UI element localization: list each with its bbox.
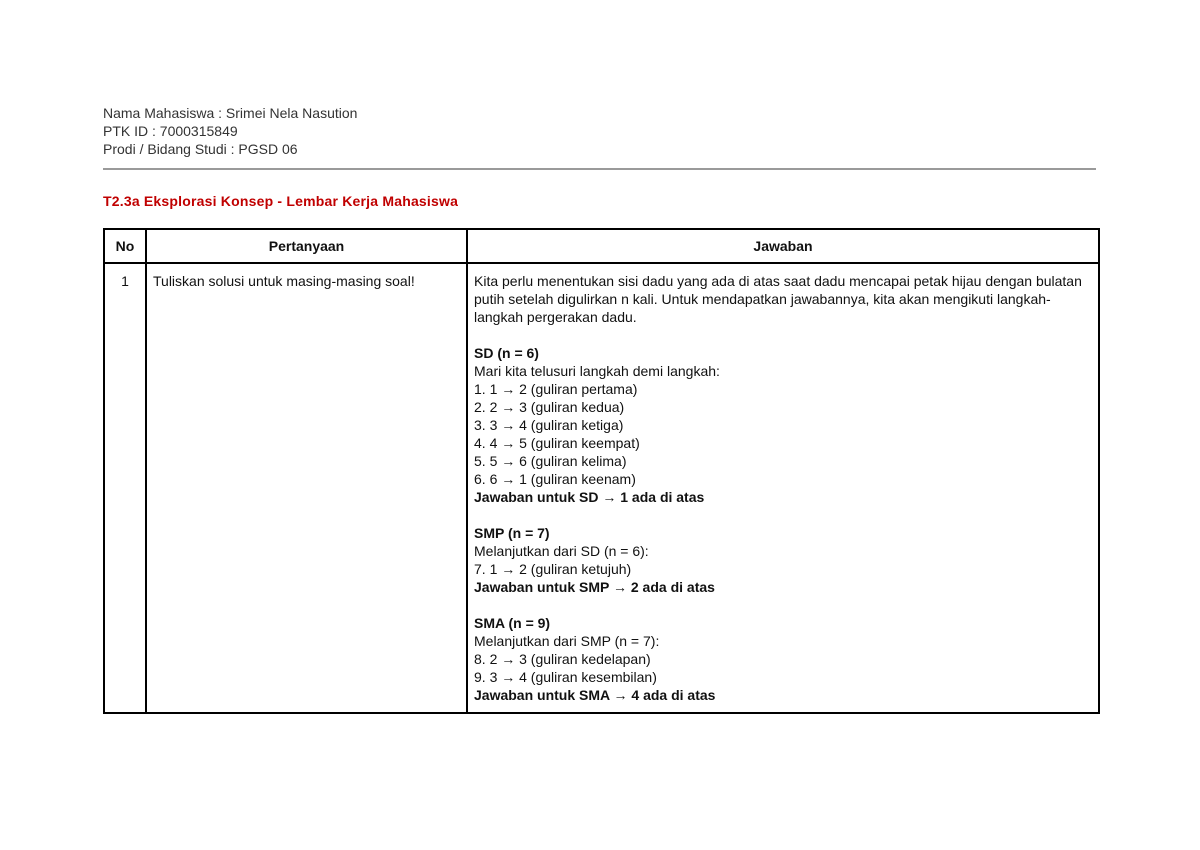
section-answer: Jawaban untuk SD → 1 ada di atas [474, 489, 705, 505]
question-cell: Tuliskan solusi untuk masing-masing soal! [146, 263, 467, 713]
section-answer: Jawaban untuk SMA → 4 ada di atas [474, 687, 716, 703]
header-answer: Jawaban [467, 229, 1099, 263]
answer-intro: Kita perlu menentukan sisi dadu yang ada di atas saat dadu mencapai petak hijau dengan bulatan putih setelah digulirkan n kali. Untuk mendapatkan jawabannya, kita akan mengikuti langkah-langkah pergerakan dadu. [474, 273, 1082, 325]
section-lead: Melanjutkan dari SD (n = 6): [474, 543, 649, 559]
header-question: Pertanyaan [146, 229, 467, 263]
section-lead: Mari kita telusuri langkah demi langkah: [474, 363, 720, 379]
table-row [104, 263, 1099, 713]
section-heading: SMP (n = 7) [474, 525, 550, 541]
student-info [103, 104, 357, 158]
step-item: 3. 3 → 4 (guliran ketiga) [474, 417, 624, 433]
section-heading: SMA (n = 9) [474, 615, 551, 631]
header-divider [103, 168, 1096, 170]
step-item: 7. 1 → 2 (guliran ketujuh) [474, 561, 632, 577]
step-item: 5. 5 → 6 (guliran kelima) [474, 453, 627, 469]
section-sd [474, 344, 1092, 506]
section-lead: Melanjutkan dari SMP (n = 7): [474, 633, 660, 649]
section-sma [474, 614, 1092, 704]
table-header-row [104, 229, 1099, 263]
row-number: 1 [104, 263, 146, 713]
step-item: 4. 4 → 5 (guliran keempat) [474, 435, 640, 451]
step-item: 1. 1 → 2 (guliran pertama) [474, 381, 638, 397]
header-no: No [104, 229, 146, 263]
answer-cell [467, 263, 1099, 713]
study-program: Prodi / Bidang Studi : PGSD 06 [103, 141, 298, 157]
worksheet-table [103, 228, 1100, 714]
step-item: 2. 2 → 3 (guliran kedua) [474, 399, 625, 415]
section-smp [474, 524, 1092, 596]
section-heading: SD (n = 6) [474, 345, 539, 361]
step-item: 6. 6 → 1 (guliran keenam) [474, 471, 636, 487]
step-item: 9. 3 → 4 (guliran kesembilan) [474, 669, 657, 685]
section-answer: Jawaban untuk SMP → 2 ada di atas [474, 579, 715, 595]
ptk-id: PTK ID : 7000315849 [103, 123, 238, 139]
worksheet-title: T2.3a Eksplorasi Konsep - Lembar Kerja Mahasiswa [103, 193, 459, 209]
student-name: Nama Mahasiswa : Srimei Nela Nasution [103, 105, 358, 121]
step-item: 8. 2 → 3 (guliran kedelapan) [474, 651, 651, 667]
